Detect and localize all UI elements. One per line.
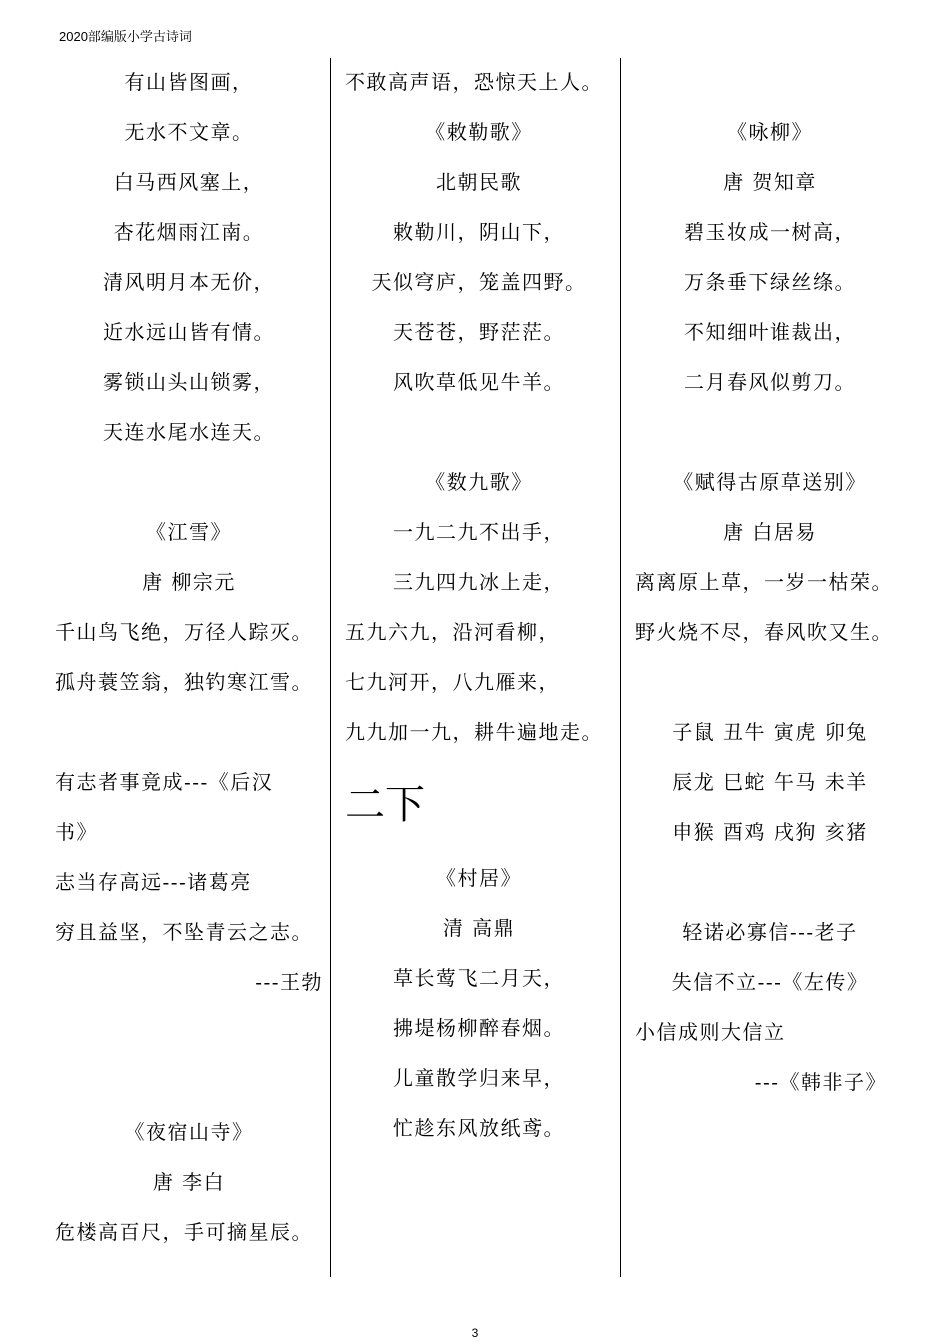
- couplet-line: 白马西风塞上，: [113, 170, 265, 194]
- poem-line: 千山鸟飞绝，万径人踪灭。: [55, 620, 313, 644]
- couplet-line: 有山皆图画，: [124, 70, 254, 94]
- couplet-line: 清风明月本无价，: [103, 270, 275, 294]
- quote-line: 失信不立---《左传》: [671, 970, 869, 994]
- poem-line: 危楼高百尺，手可摘星辰。: [55, 1220, 313, 1244]
- poem-author: 北朝民歌: [436, 170, 522, 194]
- couplet-line: 天连水尾水连天。: [103, 420, 275, 444]
- poem-line: 天苍苍，野茫茫。: [393, 320, 565, 344]
- poem-line: 万条垂下绿丝绦。: [684, 270, 856, 294]
- poem-author: 唐 柳宗元: [142, 570, 236, 594]
- couplet-line: 近水远山皆有情。: [103, 320, 275, 344]
- poem-author: 唐 白居易: [723, 520, 817, 544]
- poem-line: 碧玉妆成一树高，: [684, 220, 856, 244]
- poem-line: 风吹草低见牛羊。: [393, 370, 565, 394]
- zodiac-line: 子鼠 丑牛 寅虎 卯兔: [672, 720, 868, 744]
- quote-line: 穷且益坚，不坠青云之志。: [55, 920, 313, 944]
- poem-line: 忙趁东风放纸鸢。: [393, 1116, 565, 1140]
- couplet-line: 杏花烟雨江南。: [113, 220, 265, 244]
- quote-attribution: ---王勃: [255, 970, 323, 994]
- poem-line: 五九六九，沿河看柳，: [345, 620, 560, 644]
- quote-line: 志当存高远---诸葛亮: [55, 870, 252, 894]
- poem-line: 七九河开，八九雁来，: [345, 670, 560, 694]
- poem-line: 三九四九冰上走，: [393, 570, 565, 594]
- poem-line: 离离原上草，一岁一枯荣。: [635, 570, 893, 594]
- poem-line: 不敢高声语，恐惊天上人。: [345, 70, 603, 94]
- poem-line: 一九二九不出手，: [393, 520, 565, 544]
- grade-heading: 二下: [345, 782, 425, 828]
- poem-line: 草长莺飞二月天，: [393, 966, 565, 990]
- poem-author: 唐 贺知章: [723, 170, 817, 194]
- poem-line: 不知细叶谁裁出，: [684, 320, 856, 344]
- poem-author: 清 高鼎: [442, 916, 516, 940]
- quote-line: 有志者事竟成---《后汉: [55, 770, 274, 794]
- poem-title-shujiu: 《数九歌》: [425, 470, 533, 494]
- column-1: [55, 57, 323, 1257]
- page-number: 3: [471, 1326, 479, 1340]
- quote-line: 书》: [55, 820, 98, 844]
- zodiac-line: 申猴 酉鸡 戌狗 亥猪: [672, 820, 868, 844]
- zodiac-line: 辰龙 巳蛇 午马 未羊: [672, 770, 868, 794]
- poem-line: 九九加一九，耕牛遍地走。: [345, 720, 603, 744]
- poem-title-fude: 《赋得古原草送别》: [673, 470, 867, 494]
- poem-title-chile: 《敕勒歌》: [425, 120, 533, 144]
- poem-line: 野火烧不尽，春风吹又生。: [635, 620, 893, 644]
- poem-author: 唐 李白: [152, 1170, 226, 1194]
- couplet-line: 雾锁山头山锁雾，: [103, 370, 275, 394]
- poem-line: 敕勒川，阴山下，: [393, 220, 565, 244]
- poem-line: 天似穹庐，笼盖四野。: [371, 270, 587, 294]
- column-2: [345, 57, 613, 1153]
- poem-line: 拂堤杨柳醉春烟。: [393, 1016, 565, 1040]
- column-divider-left: [330, 58, 331, 1277]
- couplet-line: 无水不文章。: [124, 120, 254, 144]
- quote-line: 小信成则大信立: [635, 1020, 786, 1044]
- column-3: [635, 57, 905, 1107]
- quote-line: 轻诺必寡信---老子: [682, 920, 858, 944]
- poem-line: 二月春风似剪刀。: [684, 370, 856, 394]
- poem-line: 孤舟蓑笠翁，独钓寒江雪。: [55, 670, 313, 694]
- poem-title-yongliu: 《咏柳》: [727, 120, 813, 144]
- quote-attribution: ---《韩非子》: [754, 1070, 887, 1094]
- poem-title-yesu: 《夜宿山寺》: [124, 1120, 254, 1144]
- poem-line: 儿童散学归来早，: [393, 1066, 565, 1090]
- page-header: 2020部编版小学古诗词: [59, 29, 192, 44]
- poem-title-jiangxue: 《江雪》: [146, 520, 232, 544]
- poem-title-cunju: 《村居》: [436, 866, 522, 890]
- column-divider-right: [620, 58, 621, 1277]
